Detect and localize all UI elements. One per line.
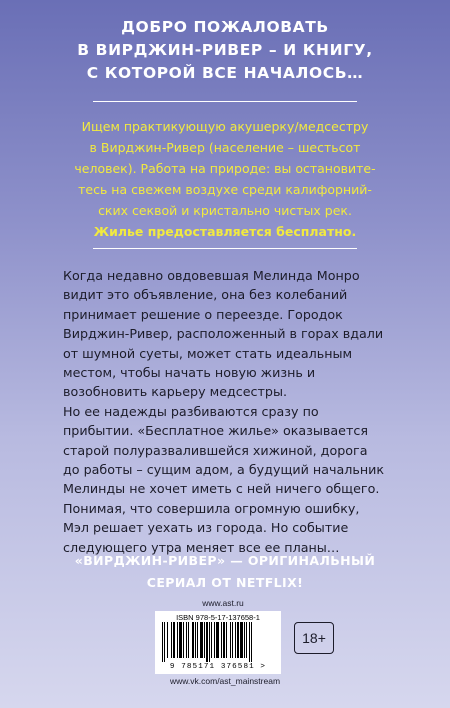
book-blurb	[63, 266, 388, 557]
heading-line-1: ДОБРО ПОЖАЛОВАТЬ	[121, 18, 329, 36]
blurb-paragraph-2: Но ее надежды разбиваются сразу по прибытии. «Бесплатное жилье» оказывается старой полуразвалившейся хижиной, дорога до работы – сущим адом, а будущий начальник Мелинды не хочет иметь с ней ничего общего.	[63, 403, 385, 497]
isbn-barcode	[155, 611, 281, 674]
publisher-website: www.ast.ru	[202, 598, 244, 608]
ad-line-2: в Вирджин-Ривер (население – шестьсот	[89, 140, 361, 155]
barcode-icon	[160, 622, 276, 662]
heading-line-2: В ВИРДЖИН-РИВЕР – И КНИГУ,	[77, 41, 373, 59]
job-advertisement	[0, 116, 450, 242]
ad-housing-line: Жилье предоставляется бесплатно.	[93, 224, 357, 239]
cover-heading	[0, 16, 450, 85]
heading-line-3: С КОТОРОЙ ВСЕ НАЧАЛОСЬ…	[86, 64, 364, 82]
ad-line-1: Ищем практикующую акушерку/медсестру	[81, 119, 369, 134]
ad-line-5: ских секвой и кристально чистых рек.	[98, 203, 352, 218]
ad-line-4: тесь на свежем воздухе среди калифорний-	[78, 182, 372, 197]
ad-line-3: человек). Работа на природе: вы остановите-	[74, 161, 376, 176]
bottom-divider	[93, 248, 357, 249]
vk-link: www.vk.com/ast_mainstream	[169, 676, 281, 686]
age-rating-badge: 18+	[294, 622, 334, 654]
top-divider	[93, 101, 357, 102]
ean-digits: 9 785171 376581 >	[169, 663, 267, 671]
isbn-number: ISBN 978-5-17-137658-1	[176, 613, 260, 622]
blurb-paragraph-1: Когда недавно овдовевшая Мелинда Монро видит это объявление, она без колебаний принимает решение о переезде. Городок Вирджин-Ривер, расположенный в горах вдали от шумной суеты, может стать идеальным местом, чтобы начать новую жизнь и возобновить карьеру медсестры.	[63, 268, 384, 400]
series-line-2: СЕРИАЛ ОТ NETFLIX!	[146, 574, 304, 590]
blurb-paragraph-3: Понимая, что совершила огромную ошибку, Мэл решает уехать из города. Но событие следующего утра меняет все ее планы…	[63, 500, 360, 555]
netflix-series-note	[0, 550, 450, 593]
series-line-1: «ВИРДЖИН-РИВЕР» — ОРИГИНАЛЬНЫЙ	[74, 553, 376, 568]
